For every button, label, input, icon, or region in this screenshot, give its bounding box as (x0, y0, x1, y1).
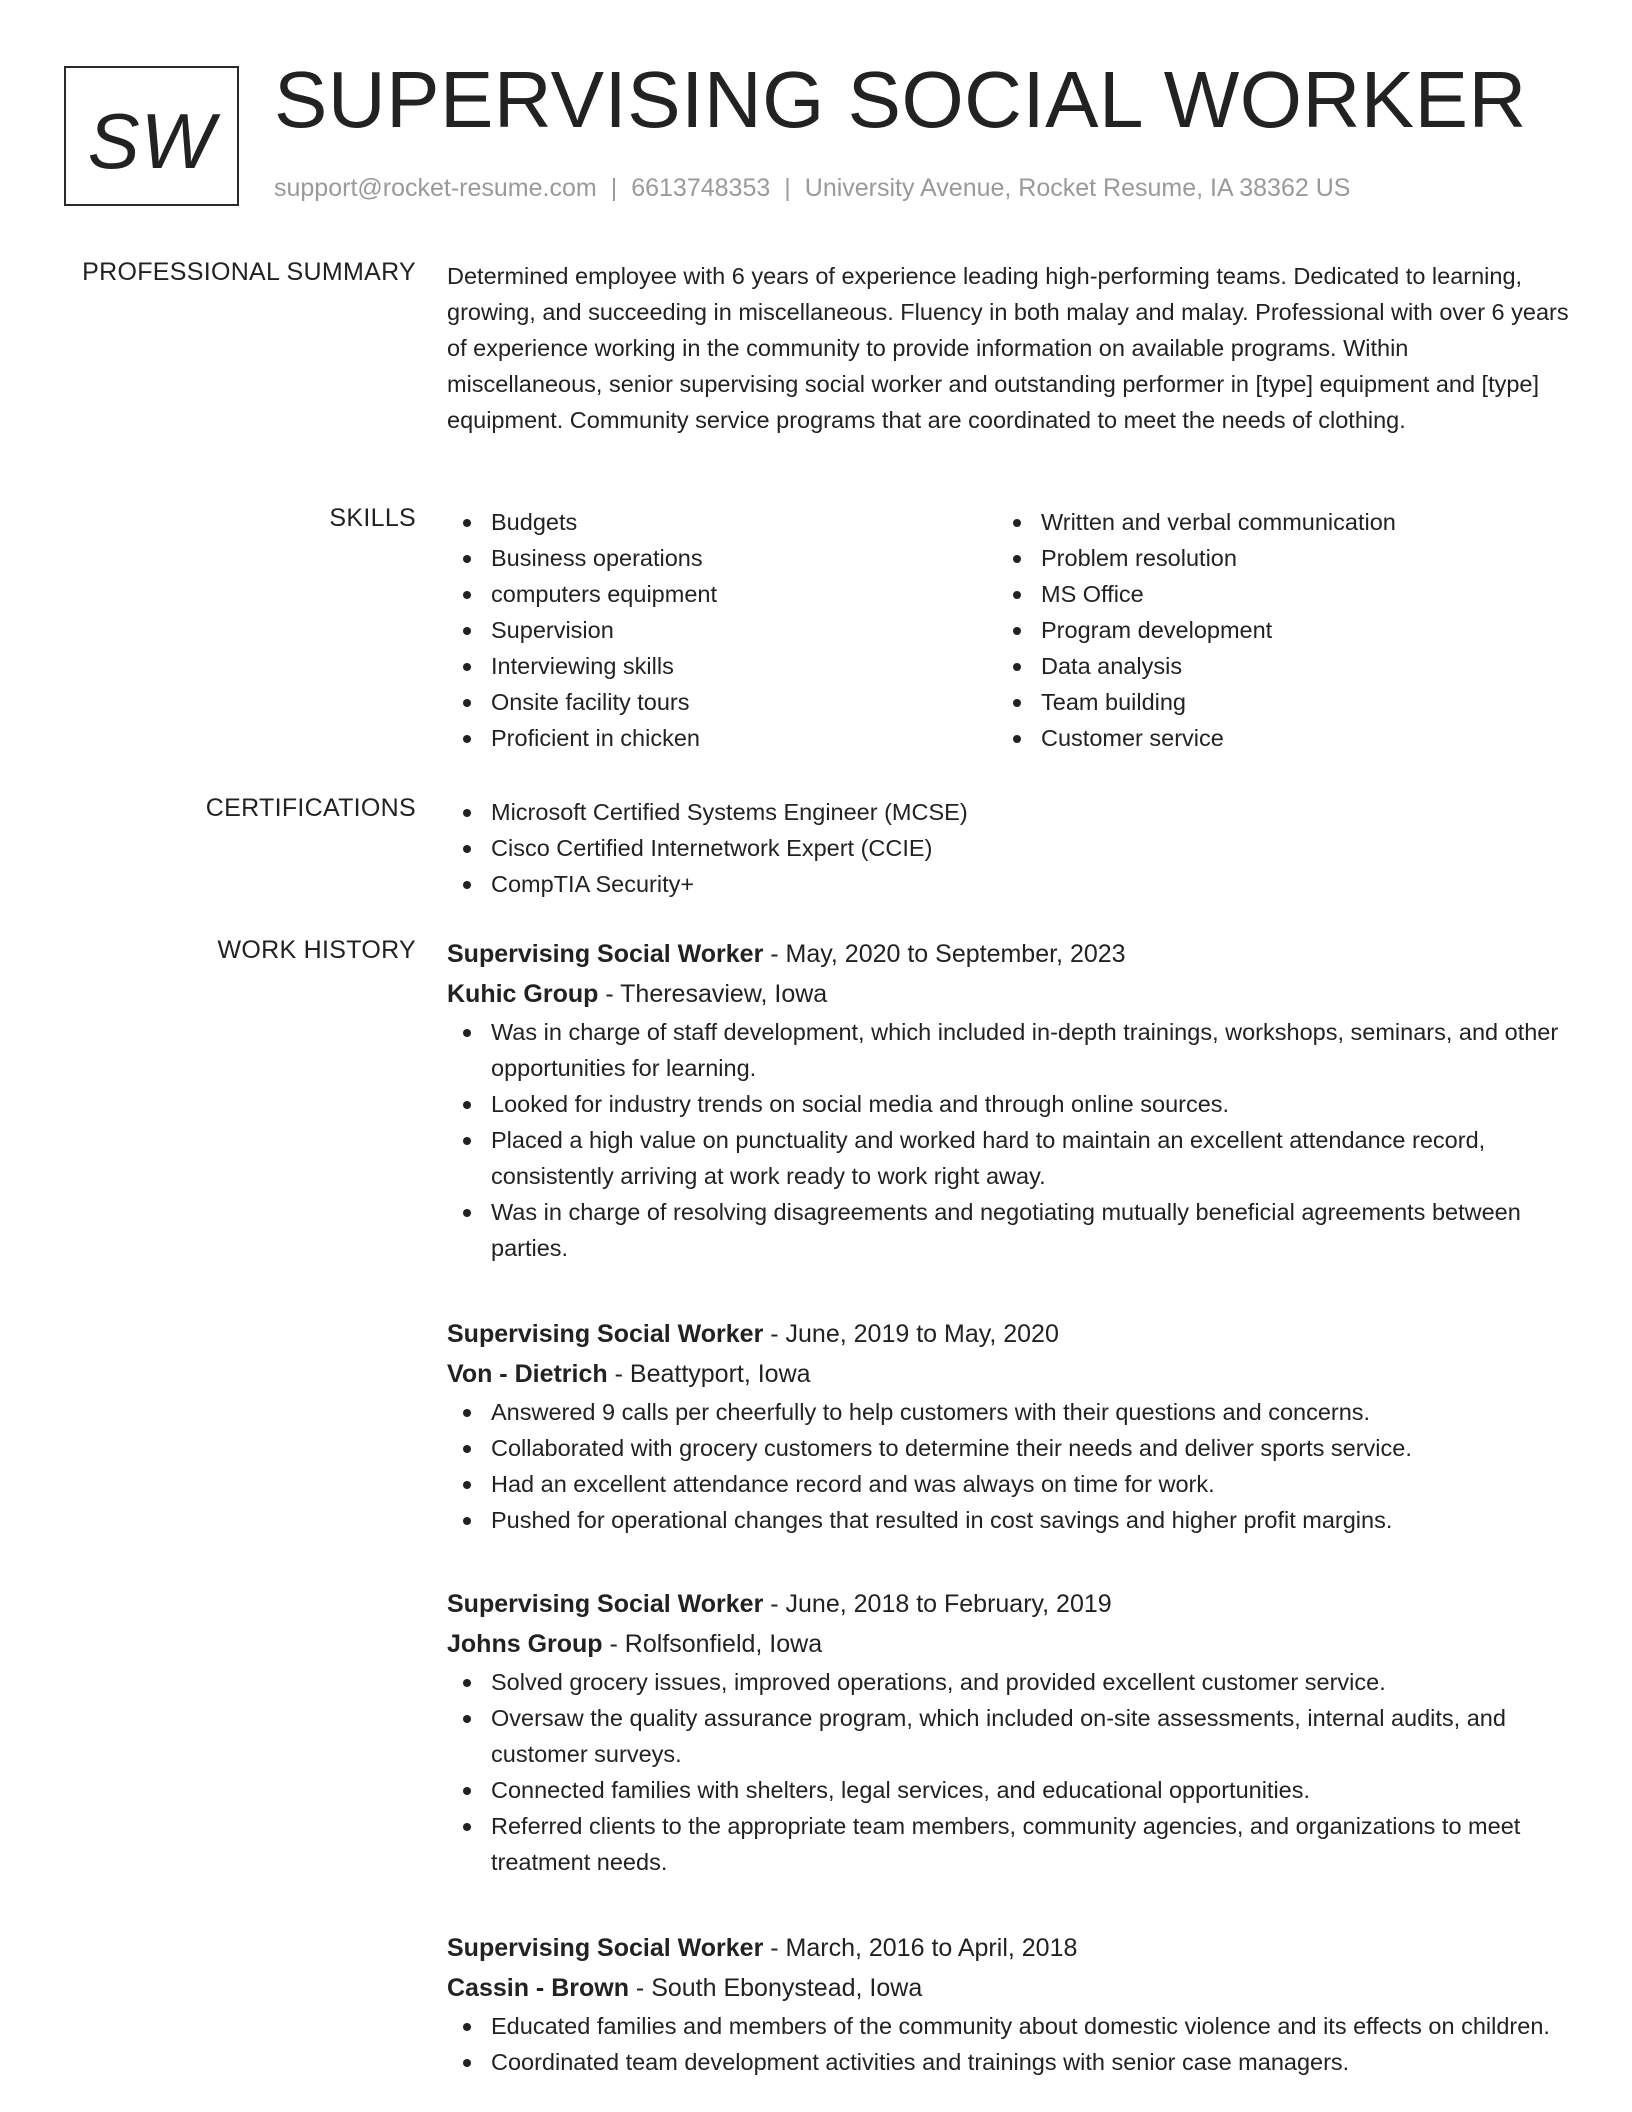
job-title-line (447, 1314, 1567, 1354)
skill-item: Problem resolution (997, 540, 1567, 576)
skills-list-left (447, 504, 987, 756)
job-entry (447, 1928, 1567, 2080)
skill-item: Onsite facility tours (447, 684, 987, 720)
contact-line (274, 174, 1350, 203)
contact-email: support@rocket-resume.com (274, 174, 597, 202)
job-company-line (447, 1624, 1567, 1664)
job-title: Supervising Social Worker (447, 940, 764, 968)
job-dates: - June, 2018 to February, 2019 (763, 1590, 1112, 1618)
job-bullet: Placed a high value on punctuality and worked hard to maintain an excellent attendance record, consistently arriving at work ready to work right away. (447, 1122, 1567, 1194)
contact-separator: | (784, 174, 791, 202)
skill-item: Team building (997, 684, 1567, 720)
section-label-certifications: CERTIFICATIONS (205, 794, 416, 822)
skill-item: Data analysis (997, 648, 1567, 684)
job-entry (447, 1314, 1567, 1538)
certification-item: Cisco Certified Internetwork Expert (CCIE) (447, 830, 1567, 866)
job-title-line (447, 1928, 1567, 1968)
job-title-line (447, 1584, 1567, 1624)
job-bullet: Was in charge of resolving disagreements and negotiating mutually beneficial agreements between parties. (447, 1194, 1567, 1266)
monogram-initials: SW (87, 97, 216, 185)
skill-item: MS Office (997, 576, 1567, 612)
job-company: Kuhic Group (447, 980, 599, 1008)
job-title: Supervising Social Worker (447, 1320, 764, 1348)
section-label-skills: SKILLS (329, 504, 416, 532)
job-bullets (447, 1664, 1567, 1880)
job-dates: - March, 2016 to April, 2018 (763, 1934, 1078, 1962)
section-label-work-history: WORK HISTORY (217, 936, 416, 964)
job-company-line (447, 974, 1567, 1014)
job-bullet: Answered 9 calls per cheerfully to help customers with their questions and concerns. (447, 1394, 1567, 1430)
certification-item: CompTIA Security+ (447, 866, 1567, 902)
job-bullet: Was in charge of staff development, which included in-depth trainings, workshops, seminars, and other opportunities for learning. (447, 1014, 1567, 1086)
certification-item: Microsoft Certified Systems Engineer (MCSE) (447, 794, 1567, 830)
job-company-line (447, 1968, 1567, 2008)
job-dates: - May, 2020 to September, 2023 (763, 940, 1126, 968)
skill-item: Business operations (447, 540, 987, 576)
job-bullet: Collaborated with grocery customers to determine their needs and deliver sports service. (447, 1430, 1567, 1466)
job-bullet: Looked for industry trends on social media and through online sources. (447, 1086, 1567, 1122)
job-bullet: Solved grocery issues, improved operations, and provided excellent customer service. (447, 1664, 1567, 1700)
job-company: Johns Group (447, 1630, 603, 1658)
job-bullets (447, 1394, 1567, 1538)
skill-item: Proficient in chicken (447, 720, 987, 756)
job-bullet: Connected families with shelters, legal services, and educational opportunities. (447, 1772, 1567, 1808)
job-bullet: Had an excellent attendance record and was always on time for work. (447, 1466, 1567, 1502)
job-bullet: Educated families and members of the community about domestic violence and its effects on children. (447, 2008, 1567, 2044)
job-bullets (447, 2008, 1567, 2080)
contact-separator: | (610, 174, 618, 202)
skill-item: Program development (997, 612, 1567, 648)
section-label-summary: PROFESSIONAL SUMMARY (82, 258, 416, 286)
job-company: Cassin - Brown (447, 1974, 629, 2002)
job-entry (447, 934, 1567, 1266)
job-bullet: Coordinated team development activities and trainings with senior case managers. (447, 2044, 1567, 2080)
job-location: - Rolfsonfield, Iowa (602, 1630, 823, 1658)
certifications-list (447, 794, 1567, 902)
skill-item: Customer service (997, 720, 1567, 756)
job-title: Supervising Social Worker (447, 1934, 764, 1962)
job-bullet: Pushed for operational changes that resulted in cost savings and higher profit margins. (447, 1502, 1567, 1538)
job-company-line (447, 1354, 1567, 1394)
summary-text: Determined employee with 6 years of experience leading high-performing teams. Dedicated to learning, growing, and succeeding in miscellaneous. Fluency in both malay and malay. Professional with over 6 years of experience working in the community to provide information on available programs. Within miscellaneous, senior supervising social worker and outstanding performer in [type] equipment and [type] equipment. Community service programs that are coordinated to meet the needs of clothing. (447, 263, 1569, 433)
skill-item: Budgets (447, 504, 987, 540)
monogram-box (64, 66, 239, 206)
job-title-line (447, 934, 1567, 974)
job-company: Von - Dietrich (447, 1360, 608, 1388)
contact-address: University Avenue, Rocket Resume, IA 38362 US (804, 174, 1351, 202)
skill-item: Supervision (447, 612, 987, 648)
page-title: SUPERVISING SOCIAL WORKER (274, 55, 1527, 144)
job-location: - Theresaview, Iowa (598, 980, 828, 1008)
job-dates: - June, 2019 to May, 2020 (763, 1320, 1059, 1348)
job-location: - Beattyport, Iowa (607, 1360, 811, 1388)
job-entry (447, 1584, 1567, 1880)
skill-item: Written and verbal communication (997, 504, 1567, 540)
contact-phone: 6613748353 (631, 174, 771, 202)
job-location: - South Ebonystead, Iowa (628, 1974, 923, 2002)
job-title: Supervising Social Worker (447, 1590, 764, 1618)
job-bullet: Referred clients to the appropriate team members, community agencies, and organizations to meet treatment needs. (447, 1808, 1567, 1880)
job-bullet: Oversaw the quality assurance program, which included on-site assessments, internal audits, and customer surveys. (447, 1700, 1567, 1772)
certifications-content (447, 794, 1567, 902)
job-bullets (447, 1014, 1567, 1266)
skills-list-right (997, 504, 1567, 756)
skill-item: Interviewing skills (447, 648, 987, 684)
skill-item: computers equipment (447, 576, 987, 612)
